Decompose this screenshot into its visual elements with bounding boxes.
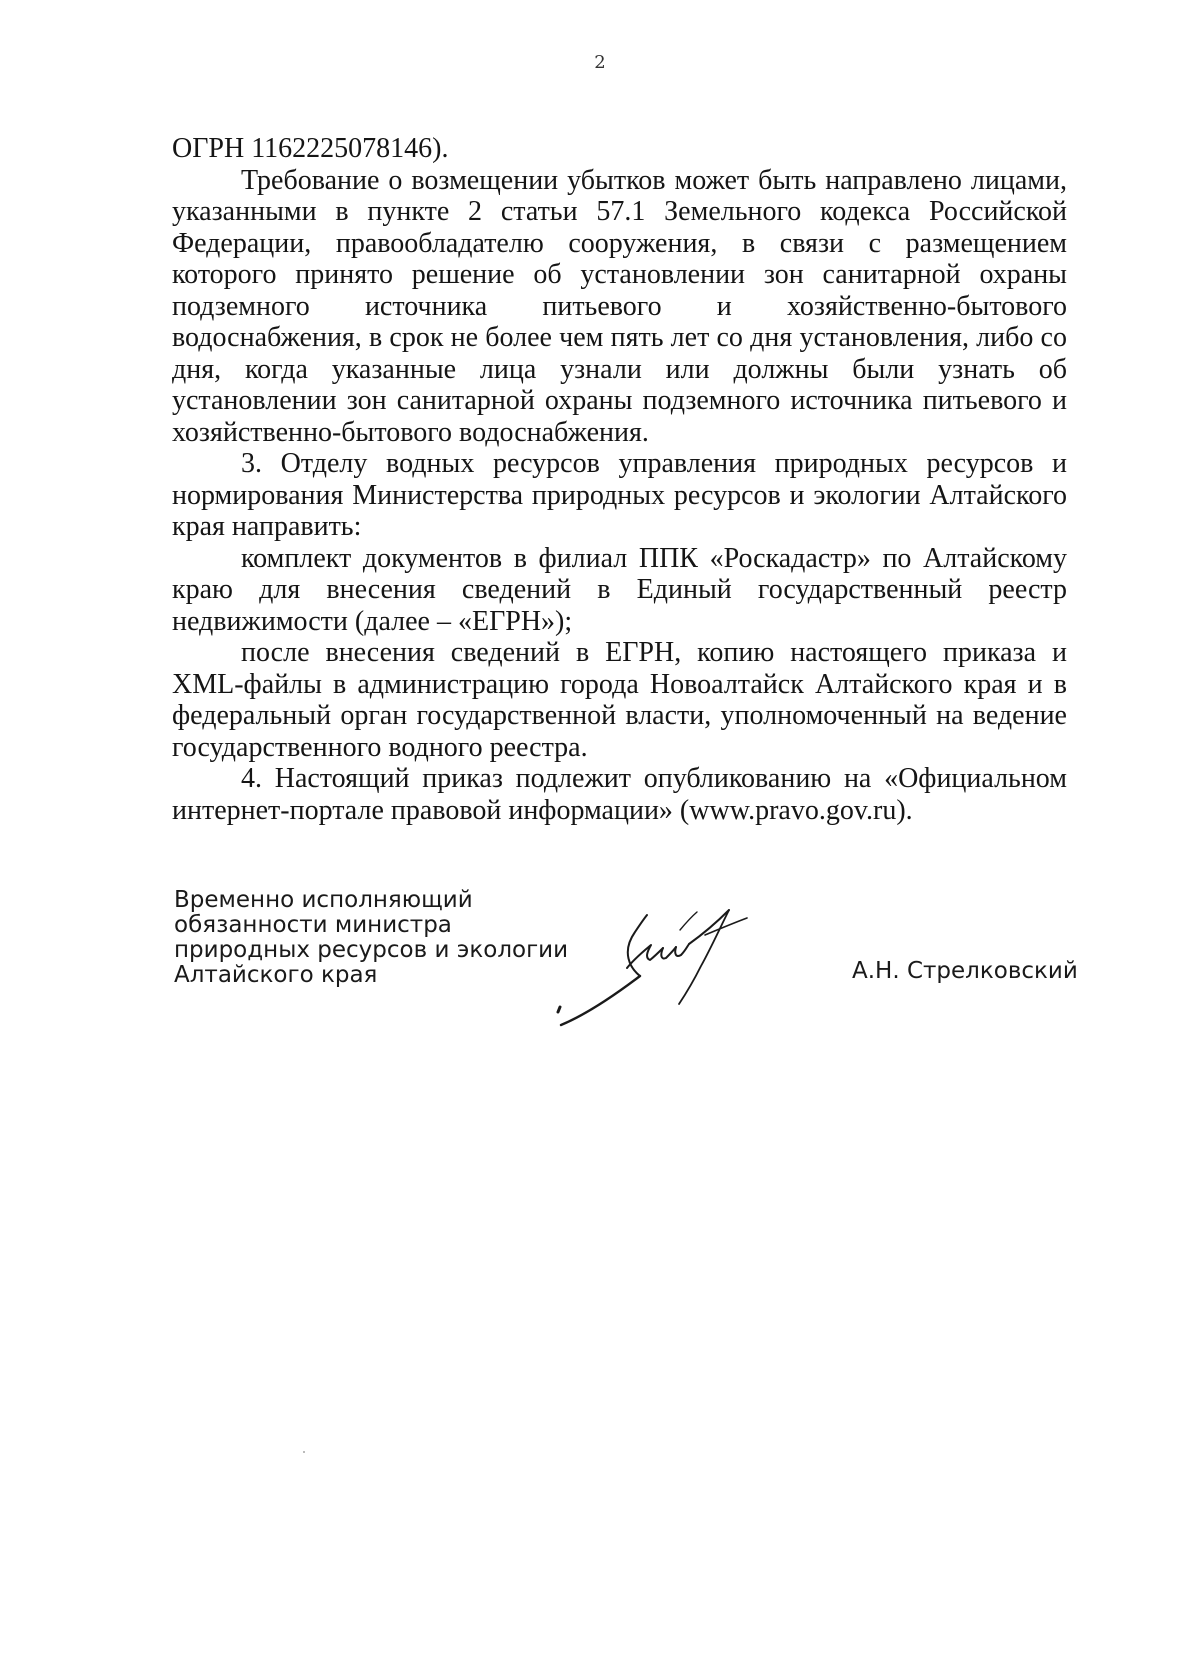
paragraph-documents-set: комплект документов в филиал ППК «Роскадастр» по Алтайскому краю для внесения сведений в Единый государственный реестр недвижимости (далее – «ЕГРН»); [172,542,1067,637]
paragraph-after-egrn: после внесения сведений в ЕГРН, копию настоящего приказа и XML-файлы в администрацию города Новоалтайск Алтайского края и в федеральный орган государственной власти, уполномоченный на ведение государственного водного реестра. [172,637,1067,763]
paragraph-ogrn: ОГРН 1162225078146). [172,133,449,164]
handwritten-signature [555,900,790,1040]
signatory-name: А.Н. Стрелковский [852,958,1078,984]
document-body [172,133,1067,826]
paragraph-damages-claim: Требование о возмещении убытков может быть направлено лицами, указанными в пункте 2 статьи 57.1 Земельного кодекса Российской Федерации, правообладателю сооружения, в связи с размещением которого принято решение об установлении зон санитарной охраны подземного источника питьевого и хозяйственно-бытового водоснабжения, в срок не более чем пять лет со дня установления, либо со дня, когда указанные лица узнали или должны были узнать об установлении зон санитарной охраны подземного источника питьевого и хозяйственно-бытового водоснабжения. [172,164,1067,448]
scan-speck [303,1451,305,1453]
paragraph-item-4: 4. Настоящий приказ подлежит опубликованию на «Официальном интернет-портале правовой информации» (www.pravo.gov.ru). [172,763,1067,826]
signatory-position-line: обязанности министра [174,912,452,938]
signatory-position-line: Алтайского края [174,962,378,988]
paragraph-item-3: 3. Отделу водных ресурсов управления природных ресурсов и нормирования Министерства природных ресурсов и экологии Алтайского края направить: [172,448,1067,542]
signatory-position-line: Временно исполняющий [174,887,473,913]
page-number: 2 [594,52,606,73]
signatory-position [174,888,568,988]
signatory-position-line: природных ресурсов и экологии [174,937,569,963]
